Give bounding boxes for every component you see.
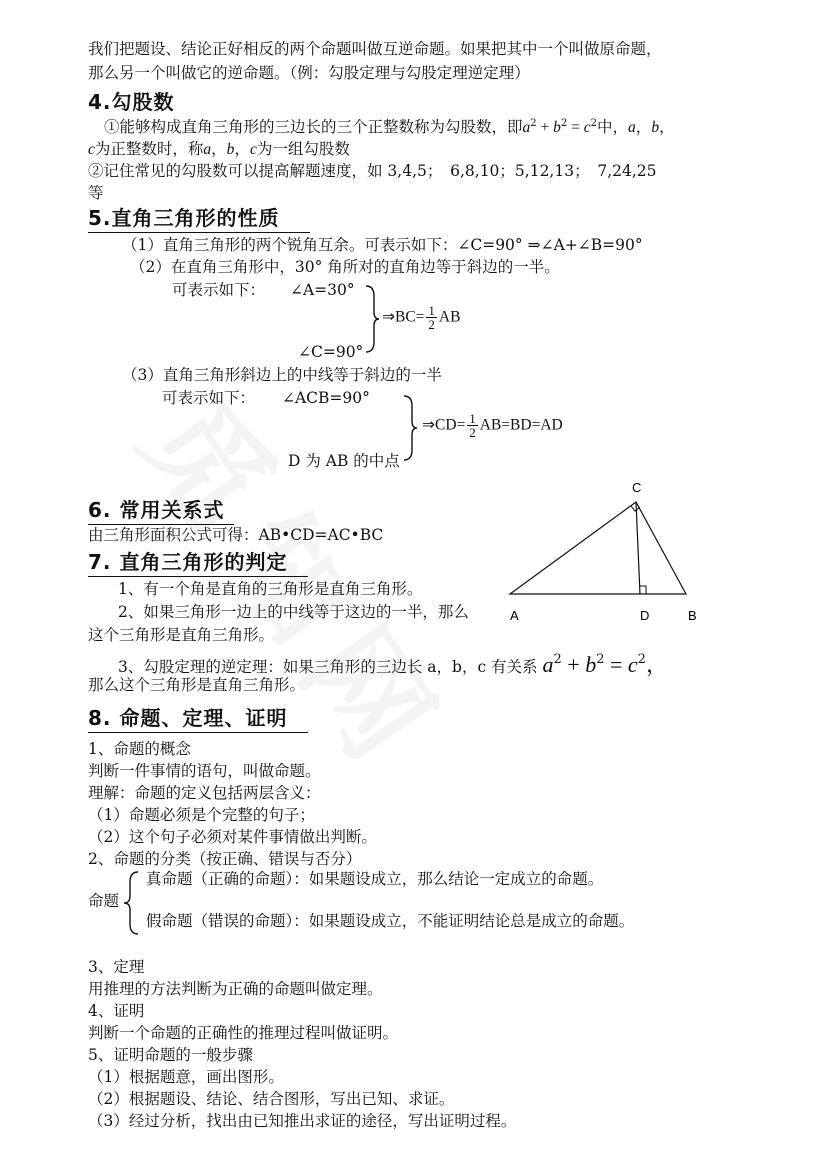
s8-line-4: （1）命题必须是个完整的句子；	[88, 806, 315, 824]
brace-label-proposition: 命题	[88, 892, 120, 910]
fraction-half	[467, 412, 478, 439]
true-proposition: 真命题（正确的命题）：如果题设成立，那么结论一定成立的命题。	[146, 870, 604, 888]
s8-line-7: 3、定理	[88, 958, 145, 976]
sq: 2	[596, 652, 605, 667]
sep: ，	[234, 140, 250, 158]
result-post: AB=BD=AD	[479, 416, 563, 434]
var-c: c	[583, 119, 591, 136]
s4-line-2-text: 为正整数时，称	[94, 140, 204, 158]
vertex-a-label: A	[510, 608, 519, 623]
result-post: AB	[438, 308, 461, 326]
s4-line-2	[88, 140, 350, 160]
s5-cond-acb90: ∠ACB=90°	[282, 389, 370, 407]
intro-line-2: 那么另一个叫做它的逆命题。（例：勾股定理与勾股定理逆定理）	[88, 64, 530, 82]
s5-cond-c90: ∠C=90°	[298, 343, 364, 361]
result-pre: ⇒BC=	[382, 308, 425, 326]
intro-line-1: 我们把题设、结论正好相反的两个命题叫做互逆命题。如果把其中一个叫做原命题，	[88, 40, 662, 58]
section-7-heading: 7. 直角三角形的判定	[88, 550, 288, 574]
eq: =	[604, 652, 628, 677]
s5-line-3: （3）直角三角形斜边上的中线等于斜边的一半	[122, 366, 442, 384]
var-b: b	[651, 119, 660, 136]
var-a: a	[522, 119, 531, 136]
s5-label-2: 可表示如下：	[162, 389, 256, 407]
section-4-heading: 4.勾股数	[88, 90, 175, 114]
var-c: c	[249, 141, 257, 158]
heading-underline	[88, 732, 308, 733]
s4-line-1-text: ①能够构成直角三角形的三边长的三个正整数称为勾股数，即	[104, 118, 523, 136]
var-c: c	[627, 652, 638, 677]
fraction-half	[426, 304, 437, 331]
s5-line-2: （2）在直角三角形中，30° 角所对的直角边等于斜边的一半。	[130, 258, 560, 276]
s8-line-11: 5、证明命题的一般步骤	[88, 1046, 253, 1064]
s5-result-2	[422, 412, 563, 439]
s4-line-1	[104, 118, 675, 138]
sq: 2	[590, 118, 598, 129]
s5-cond-midpoint: D 为 AB 的中点	[288, 452, 400, 470]
s8-line-6: 2、命题的分类（按正确、错误与否分）	[88, 850, 362, 868]
vertex-b-label: B	[688, 608, 697, 623]
pythagorean-equation	[543, 653, 668, 678]
var-b: b	[226, 141, 235, 158]
right-brace-2	[402, 394, 418, 462]
sq: 2	[637, 652, 646, 667]
false-proposition: 假命题（错误的命题）：如果题设成立，不能证明结论总是成立的命题。	[146, 912, 635, 930]
altitude-cd	[636, 502, 640, 594]
s4-line-3: ②记住常见的勾股数可以提高解题速度，如 3,4,5； 6,8,10；5,12,13； 7,24,25	[88, 162, 657, 180]
triangle-abc	[510, 502, 686, 594]
vertex-c-label: C	[632, 480, 642, 495]
s8-line-5: （2）这个句子必须对某件事情做出判断。	[88, 828, 377, 846]
s8-line-9: 4、证明	[88, 1002, 145, 1020]
s6-formula: 由三角形面积公式可得：AB•CD=AC•BC	[88, 526, 384, 544]
s5-line-1: （1）直角三角形的两个锐角互余。可表示如下：∠C=90° ⇒∠A+∠B=90°	[122, 236, 643, 254]
right-angle-mark-d	[640, 586, 646, 594]
var-a: a	[203, 141, 212, 158]
s5-cond-a30: ∠A=30°	[290, 281, 355, 299]
var-b: b	[553, 119, 561, 136]
denominator: 2	[428, 317, 435, 332]
sq: 2	[553, 652, 562, 667]
numerator: 1	[428, 303, 435, 318]
right-brace-1	[364, 284, 380, 354]
s8-line-8: 用推理的方法判断为正确的命题叫做定理。	[88, 980, 383, 998]
s8-line-10: 判断一个命题的正确性的推理过程叫做证明。	[88, 1024, 399, 1042]
sep: ，	[635, 118, 652, 136]
s4-line-3-tail: 等	[88, 184, 104, 202]
s5-label-1: 可表示如下：	[172, 281, 266, 299]
s8-line-1: 1、命题的概念	[88, 740, 191, 758]
section-5-heading: 5.直角三角形的性质	[88, 206, 280, 230]
plus: +	[536, 119, 554, 136]
s7-line-3-text: 3、勾股定理的逆定理：如果三角形的三边长 a，b，c 有关系	[118, 658, 538, 676]
sep: ，	[211, 140, 227, 158]
heading-underline	[88, 232, 310, 233]
var-a: a	[628, 119, 636, 136]
right-triangle-figure	[500, 478, 720, 628]
denominator: 2	[469, 425, 476, 440]
s8-line-12: （1）根据题意，画出图形。	[88, 1068, 284, 1086]
var-b: b	[585, 652, 597, 677]
heading-underline	[88, 576, 308, 577]
result-pre: ⇒CD=	[422, 416, 466, 434]
s8-line-14: （3）经过分析，找出由已知推出求证的途径，写出证明过程。	[88, 1112, 517, 1130]
var-a: a	[542, 652, 554, 677]
left-brace	[122, 870, 140, 936]
s7-line-2: 2、如果三角形一边上的中线等于这边的一半，那么	[118, 603, 469, 621]
s4-mid: 中，	[597, 118, 629, 136]
s7-line-2b: 这个三角形是直角三角形。	[88, 626, 275, 644]
vertex-d-label: D	[640, 608, 650, 623]
comma: ，	[645, 653, 668, 678]
sq: 2	[560, 118, 568, 129]
numerator: 1	[469, 411, 476, 426]
s5-result-1	[382, 304, 460, 331]
sep: ，	[659, 118, 675, 136]
s8-line-2: 判断一件事情的语句，叫做命题。	[88, 762, 321, 780]
heading-underline	[88, 524, 234, 525]
section-6-heading: 6. 常用关系式	[88, 498, 225, 522]
eq: =	[567, 119, 584, 136]
sq: 2	[530, 118, 537, 129]
plus: +	[561, 652, 586, 677]
s7-line-1: 1、有一个角是直角的三角形是直角三角形。	[118, 580, 423, 598]
s7-line-3b: 那么这个三角形是直角三角形。	[88, 676, 306, 694]
s8-line-3: 理解：命题的定义包括两层含义：	[88, 784, 321, 802]
s4-line-2-tail: 为一组勾股数	[256, 140, 350, 158]
section-8-heading: 8. 命题、定理、证明	[88, 706, 288, 730]
var-c: c	[88, 141, 95, 158]
s8-line-13: （2）根据题设、结论、结合图形，写出已知、求证。	[88, 1090, 455, 1108]
